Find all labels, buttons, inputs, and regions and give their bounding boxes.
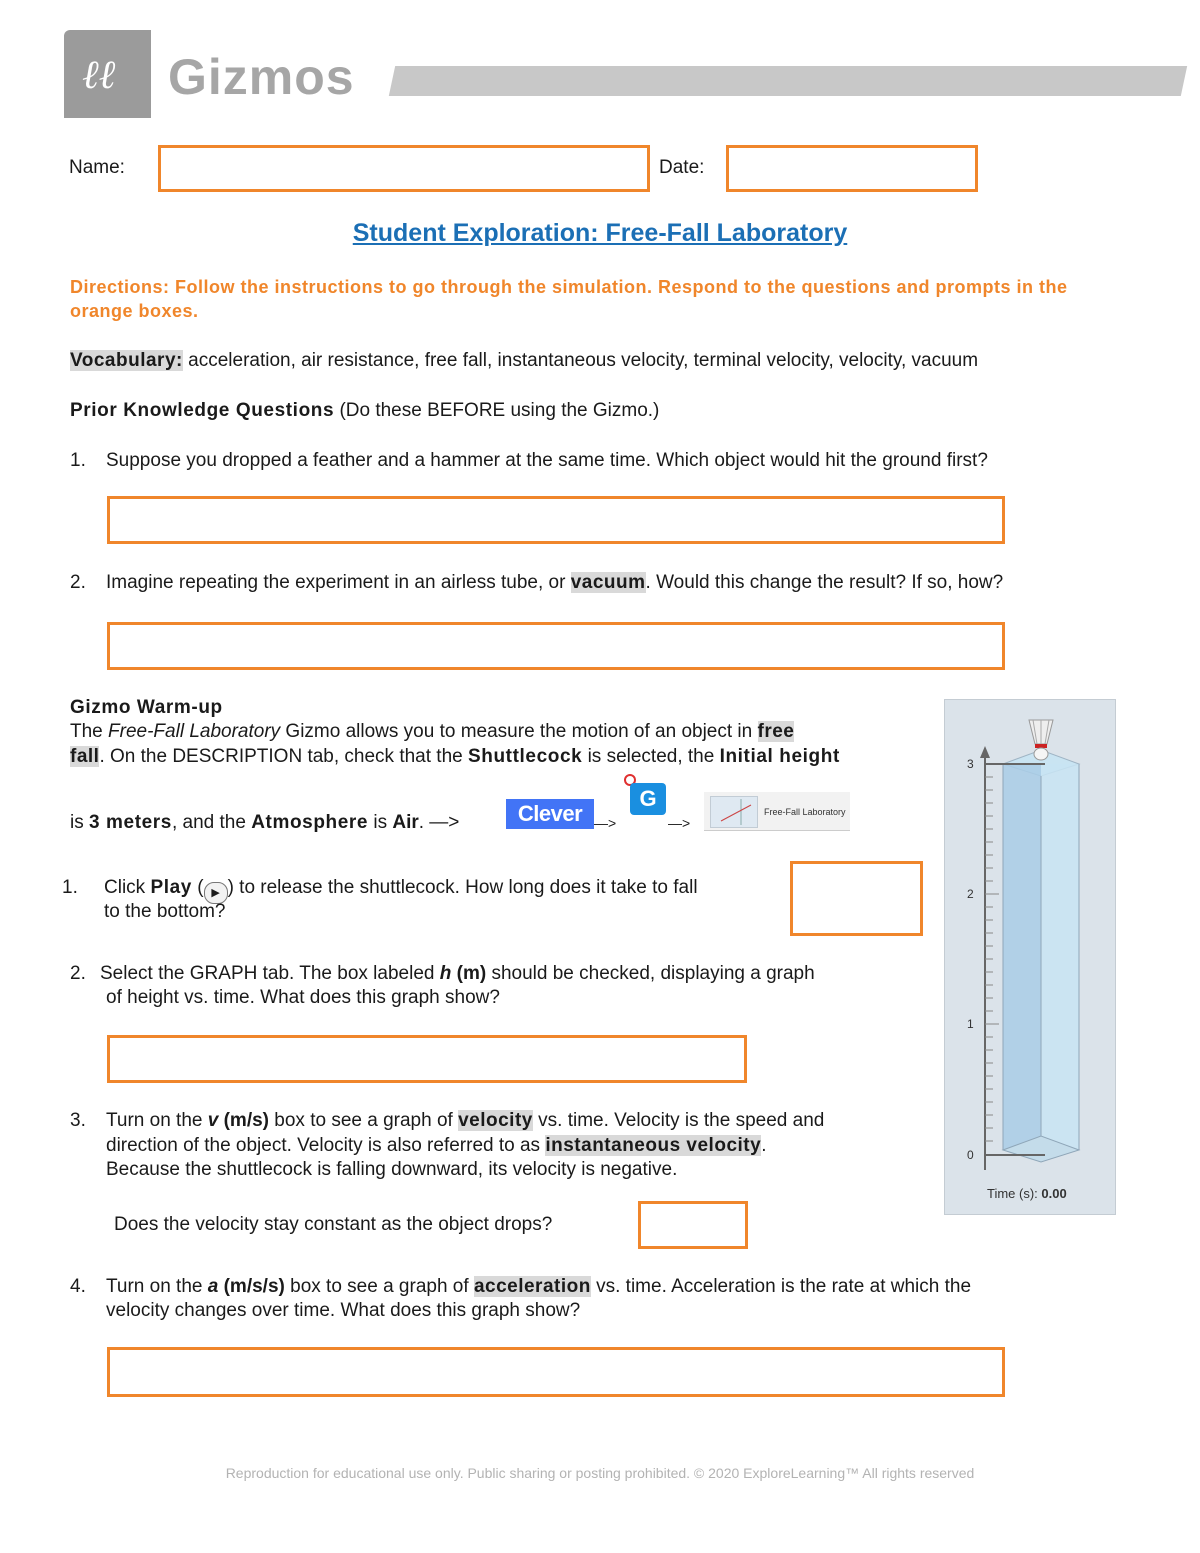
vocabulary bbox=[70, 349, 978, 373]
free-fall-tube-illustration bbox=[945, 700, 1117, 1216]
free-fall-lab-thumbnail[interactable]: Free-Fall Laboratory bbox=[704, 792, 850, 831]
warmup-q1-answer-box[interactable] bbox=[790, 861, 923, 936]
play-icon: ▶ bbox=[204, 882, 228, 904]
arrow-3: —> bbox=[668, 815, 691, 831]
date-input[interactable] bbox=[726, 145, 978, 192]
arrow-2: —> bbox=[594, 815, 617, 831]
footer: Reproduction for educational use only. Public sharing or posting prohibited. © 2020 ExploreLearning™ All rights reserved bbox=[225, 1465, 975, 1481]
warmup-q3-line3: Because the shuttlecock is falling downward, its velocity is negative. bbox=[106, 1159, 678, 1180]
page-title: Student Exploration: Free-Fall Laboratory bbox=[352, 219, 848, 247]
warmup-q4-number: 4. bbox=[70, 1276, 86, 1297]
simulation-panel bbox=[944, 699, 1116, 1215]
warmup-q1-line2: to the bottom? bbox=[104, 901, 226, 922]
vocabulary-terms: acceleration, air resistance, free fall, instantaneous velocity, terminal velocity, velocity, vacuum bbox=[188, 350, 979, 371]
name-label: Name: bbox=[69, 157, 125, 178]
warmup-q4-answer-box[interactable] bbox=[107, 1347, 1005, 1397]
clever-logo[interactable]: Clever bbox=[506, 799, 594, 829]
warmup-q3-line2: direction of the object. Velocity is also referred to as instantaneous velocity. bbox=[106, 1135, 767, 1156]
prior-q1-answer-box[interactable] bbox=[107, 496, 1005, 544]
height-tick-2: 2 bbox=[967, 887, 974, 901]
height-tick-3: 3 bbox=[967, 757, 974, 771]
warmup-intro-line2: fall. On the DESCRIPTION tab, check that the Shuttlecock is selected, the Initial height bbox=[70, 746, 840, 767]
height-tick-0: 0 bbox=[967, 1148, 974, 1162]
warmup-q1-number: 1. bbox=[62, 877, 78, 898]
vacuum-highlight: vacuum bbox=[570, 572, 646, 593]
name-input[interactable] bbox=[158, 145, 650, 192]
thumbnail-image-icon bbox=[710, 796, 758, 828]
warmup-q3-line1: Turn on the v (m/s) box to see a graph of velocity vs. time. Velocity is the speed and bbox=[106, 1110, 825, 1131]
directions: Directions: Follow the instructions to go through the simulation. Respond to the questions and prompts in the orange boxes. bbox=[70, 277, 1068, 321]
warmup-q3-answer-box[interactable] bbox=[638, 1201, 748, 1249]
warmup-q1-line1: Click Play ( ▶ ) to release the shuttlecock. How long does it take to fall bbox=[104, 876, 698, 904]
prior-q2-number: 2. bbox=[70, 572, 86, 593]
warmup-q3-question: Does the velocity stay constant as the object drops? bbox=[114, 1214, 553, 1235]
warmup-intro-line1: The Free-Fall Laboratory Gizmo allows you to measure the motion of an object in free bbox=[70, 721, 795, 742]
prior-q1-number: 1. bbox=[70, 450, 86, 471]
header-bar bbox=[389, 66, 1187, 96]
gizmos-g-icon[interactable]: G bbox=[630, 783, 666, 815]
warmup-q4-line1: Turn on the a (m/s/s) box to see a graph of acceleration vs. time. Acceleration is the rate at which the bbox=[106, 1276, 972, 1297]
warmup-q2-number: 2. bbox=[70, 963, 86, 984]
warmup-intro-line3: is 3 meters, and the Atmosphere is Air. —> bbox=[70, 812, 460, 833]
time-readout: Time (s): 0.00 bbox=[987, 1186, 1067, 1201]
date-label: Date: bbox=[659, 157, 705, 178]
prior-knowledge-heading: Prior Knowledge Questions (Do these BEFORE using the Gizmo.) bbox=[70, 400, 660, 421]
prior-q1-text: Suppose you dropped a feather and a hammer at the same time. Which object would hit the ground first? bbox=[106, 450, 988, 471]
warmup-heading: Gizmo Warm-up bbox=[70, 697, 223, 718]
svg-text:ℓℓ: ℓℓ bbox=[82, 52, 116, 98]
prior-q2-text: Imagine repeating the experiment in an airless tube, or vacuum. Would this change the result? If so, how? bbox=[106, 572, 1004, 593]
warmup-q2-line2: of height vs. time. What does this graph show? bbox=[106, 987, 500, 1008]
warmup-q4-line2: velocity changes over time. What does this graph show? bbox=[106, 1300, 581, 1321]
vocabulary-label: Vocabulary: bbox=[70, 350, 183, 371]
warmup-q2-answer-box[interactable] bbox=[107, 1035, 747, 1083]
explorelearning-logo-icon bbox=[64, 30, 151, 118]
height-tick-1: 1 bbox=[967, 1017, 974, 1031]
brand-name: Gizmos bbox=[168, 49, 355, 105]
warmup-q2-line1: Select the GRAPH tab. The box labeled h (m) should be checked, displaying a graph bbox=[100, 963, 815, 984]
warmup-q3-number: 3. bbox=[70, 1110, 86, 1131]
prior-q2-answer-box[interactable] bbox=[107, 622, 1005, 670]
